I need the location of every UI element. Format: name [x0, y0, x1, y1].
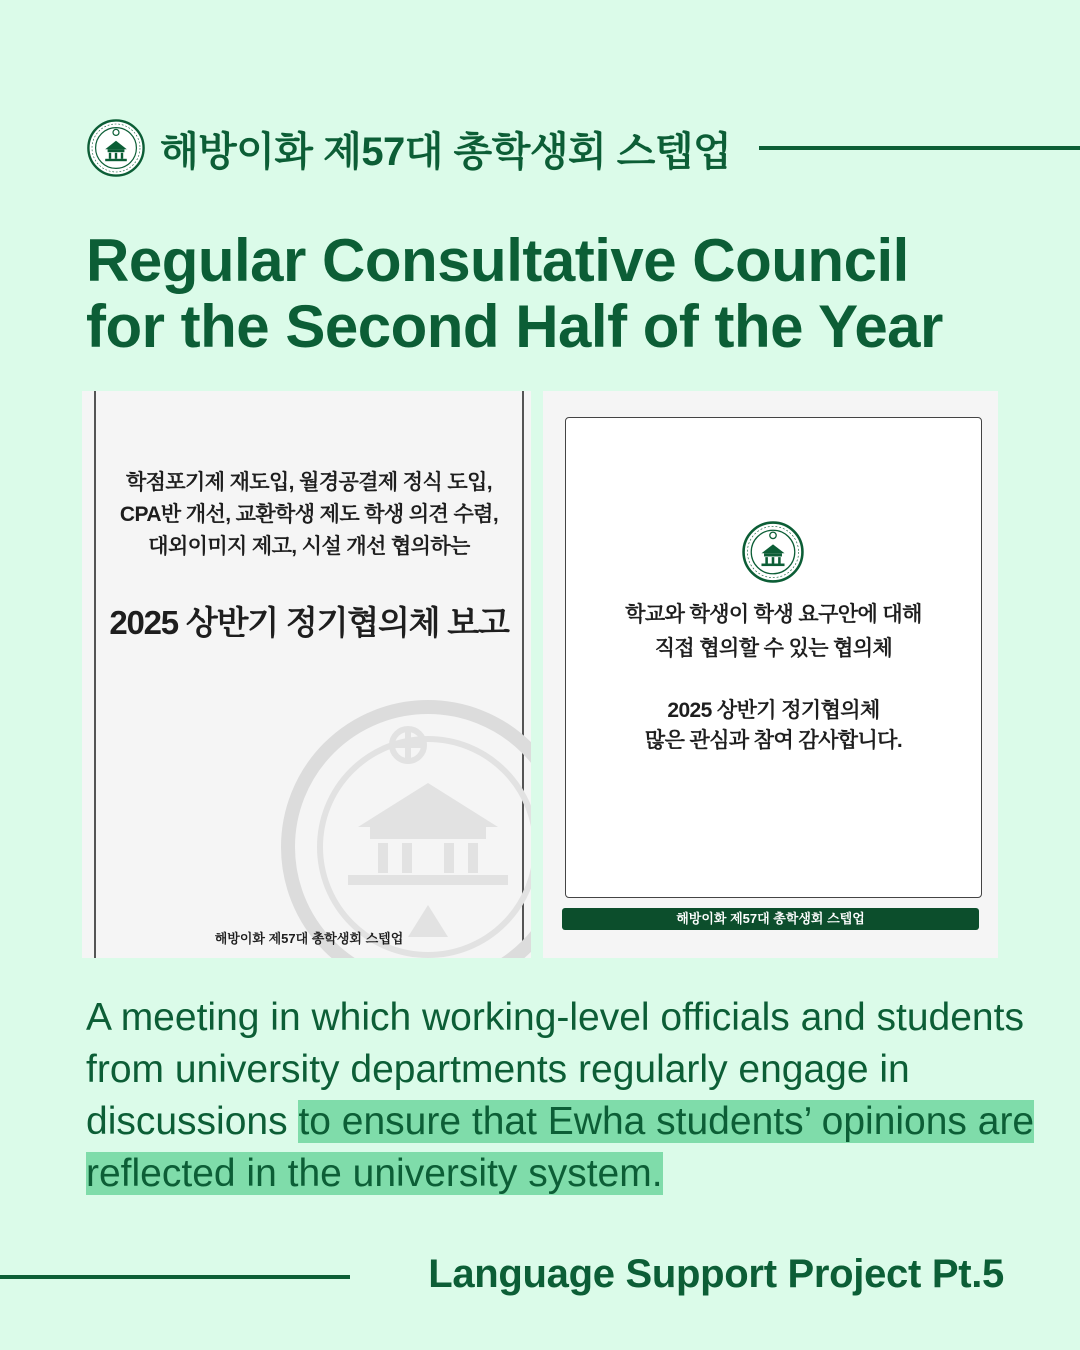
left-card-subtitle [96, 467, 522, 563]
header-title: 해방이화 제57대 총학생회 스텝업 [160, 129, 732, 174]
right-thanks-line: 많은 관심과 참여 감사합니다. [644, 729, 903, 752]
main-title-line1: Regular Consultative Council [86, 227, 909, 294]
ewha-emblem-icon [86, 118, 146, 178]
header-divider [759, 146, 1080, 150]
left-report-card [82, 391, 531, 958]
right-card-thanks [566, 696, 981, 756]
right-card-description [566, 598, 981, 666]
left-subtitle-line: 학점포기제 재도입, 월경공결제 정식 도입, [125, 471, 493, 494]
body-description [86, 992, 1046, 1200]
right-card-footer-bar: 해방이화 제57대 총학생회 스텝업 [562, 908, 979, 930]
main-title-line2: for the Second Half of the Year [86, 293, 943, 360]
right-thanks-line: 2025 상반기 정기협의체 [667, 699, 880, 722]
body-highlighted-text: to ensure that Ewha students’ opinions are reflected in the university system. [86, 1100, 1035, 1195]
left-card-heading: 2025 상반기 정기협의체 보고 [109, 604, 509, 641]
main-title [86, 228, 1046, 360]
left-subtitle-line: CPA반 개선, 교환학생 제도 학생 의견 수렴, [119, 503, 499, 526]
footer-project-label: Language Support Project Pt.5 [428, 1252, 1004, 1296]
right-description-line: 직접 협의할 수 있는 협의체 [654, 637, 893, 660]
header [86, 116, 1080, 180]
right-card-inner-box [565, 417, 982, 898]
right-description-line: 학교와 학생이 학생 요구안에 대해 [625, 603, 922, 626]
ewha-emblem-watermark-icon [268, 687, 531, 958]
ewha-emblem-icon [741, 520, 805, 584]
left-card-footer: 해방이화 제57대 총학생회 스텝업 [214, 931, 404, 946]
body-plain-text: A meeting in which working-level officials and students from university departments regularly engage in discussions [86, 996, 1024, 1143]
left-subtitle-line: 대외이미지 제고, 시설 개선 협의하는 [148, 535, 470, 558]
footer-divider [0, 1275, 350, 1279]
right-report-card [543, 391, 998, 958]
